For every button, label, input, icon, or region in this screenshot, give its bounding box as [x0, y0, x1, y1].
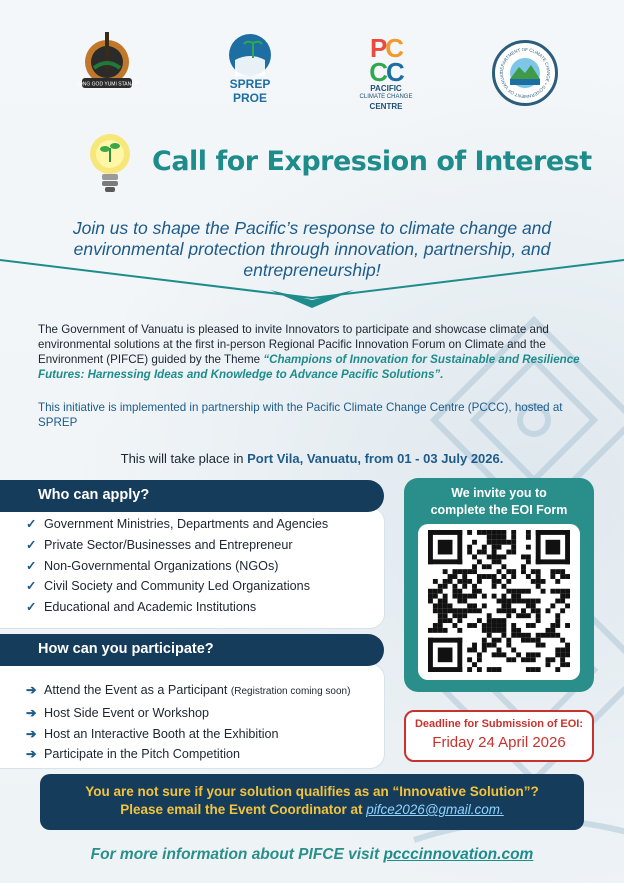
pccc-line-1: PACIFIC	[370, 84, 402, 93]
tagline: Join us to shape the Pacific’s response to climate change and environmental protection through innovation, partnership, and entrepreneurship!	[72, 218, 552, 280]
banner-question: You are not sure if your solution qualifies as an “Innovative Solution”?	[85, 784, 539, 799]
list-item: ➔ Host an Interactive Booth at the Exhibition	[26, 724, 350, 745]
who-list	[26, 514, 328, 618]
list-item: ➔ Host Side Event or Workshop	[26, 703, 350, 724]
pccc-line-3: CENTRE	[369, 102, 403, 111]
checkmark-icon: ✓	[26, 537, 37, 552]
checkmark-icon: ✓	[26, 579, 37, 594]
banner-contact-line: Please email the Event Coordinator at pifce2026@gmail.com.	[120, 802, 504, 817]
intro-text: The Government of Vanuatu is pleased to invite Innovators to participate and showcase climate and environmental solutions at the first in-person Regional Pacific Innovation Forum on Climate and the Environment (PIFCE) guided by the Theme	[38, 323, 549, 366]
list-item: ✓ Non-Governmental Organizations (NGOs)	[26, 556, 328, 577]
intro-paragraph	[38, 322, 590, 382]
pccc-line-2: CLIMATE CHANGE	[359, 94, 413, 100]
list-item: ➔ Attend the Event as a Participant (Registration coming soon)	[26, 680, 350, 703]
list-item: ✓ Government Ministries, Departments and Agencies	[26, 514, 328, 535]
footer-prefix: For more information about PIFCE visit	[90, 846, 384, 863]
intro-theme: “Champions of Innovation for Sustainable and Resilience Futures: Harnessing Ideas and Knowledge to Advance Pacific Solutions”.	[38, 353, 580, 381]
website-link[interactable]: pcccinnovation.com	[383, 846, 534, 863]
list-item: ✓ Private Sector/Businesses and Entrepreneur	[26, 535, 328, 556]
event-location: Port Vila, Vanuatu, from 01 - 03 July 2026.	[247, 451, 504, 466]
qr-caption-line-2: complete the EOI Form	[430, 503, 568, 517]
list-item: ✓ Educational and Academic Institutions	[26, 597, 328, 618]
qr-caption	[404, 485, 594, 519]
list-item: ➔ Participate in the Pitch Competition	[26, 744, 350, 765]
partner-paragraph: This initiative is implemented in partnership with the Pacific Climate Change Centre (PCCC), hosted at SPREP	[38, 401, 563, 429]
who-heading: Who can apply?	[0, 480, 384, 512]
deadline-box	[404, 710, 594, 762]
sprep-logo	[222, 34, 278, 108]
checkmark-icon: ✓	[26, 558, 37, 573]
page-title: Call for Expression of Interest	[152, 146, 592, 177]
decorative-arrow-divider	[0, 256, 624, 316]
checkmark-icon: ✓	[26, 517, 37, 531]
pccc-logo	[358, 33, 414, 111]
arrow-bullet-icon: ➔	[26, 683, 37, 697]
vanuatu-coat-of-arms-logo	[76, 28, 138, 92]
deadline-label: Deadline for Submission of EOI:	[414, 718, 584, 730]
event-place	[0, 451, 624, 466]
pccc-mark: PC CC	[369, 33, 403, 87]
checkmark-icon: ✓	[26, 600, 37, 615]
arrow-bullet-icon: ➔	[26, 726, 37, 741]
arrow-bullet-icon: ➔	[26, 705, 37, 720]
contact-banner	[40, 774, 584, 830]
sprep-emblem	[229, 34, 271, 76]
footer	[0, 846, 624, 864]
lightbulb-plant-icon	[88, 132, 132, 196]
event-place-prefix: This will take place in	[120, 451, 248, 466]
contact-email-link[interactable]: pifce2026@gmail.com.	[366, 802, 504, 817]
sprep-label: SPREP	[229, 77, 271, 91]
seal-ring-text: DEPARTMENT OF CLIMATE CHANGE • GOVERNMENT OF VANUAT	[498, 46, 552, 100]
proe-label: PROE	[232, 91, 267, 105]
how-list	[26, 680, 350, 765]
title-row	[88, 132, 592, 196]
qr-code[interactable]	[428, 530, 570, 672]
how-heading: How can you participate?	[0, 634, 384, 666]
department-of-climate-change-seal	[492, 40, 558, 106]
coat-of-arms-motto: LONG GOD YUMI STANAP	[76, 81, 138, 88]
list-item: ✓ Civil Society and Community Led Organizations	[26, 576, 328, 597]
qr-caption-line-1: We invite you to	[451, 486, 547, 500]
arrow-bullet-icon: ➔	[26, 747, 37, 762]
deadline-date: Friday 24 April 2026	[432, 734, 566, 751]
